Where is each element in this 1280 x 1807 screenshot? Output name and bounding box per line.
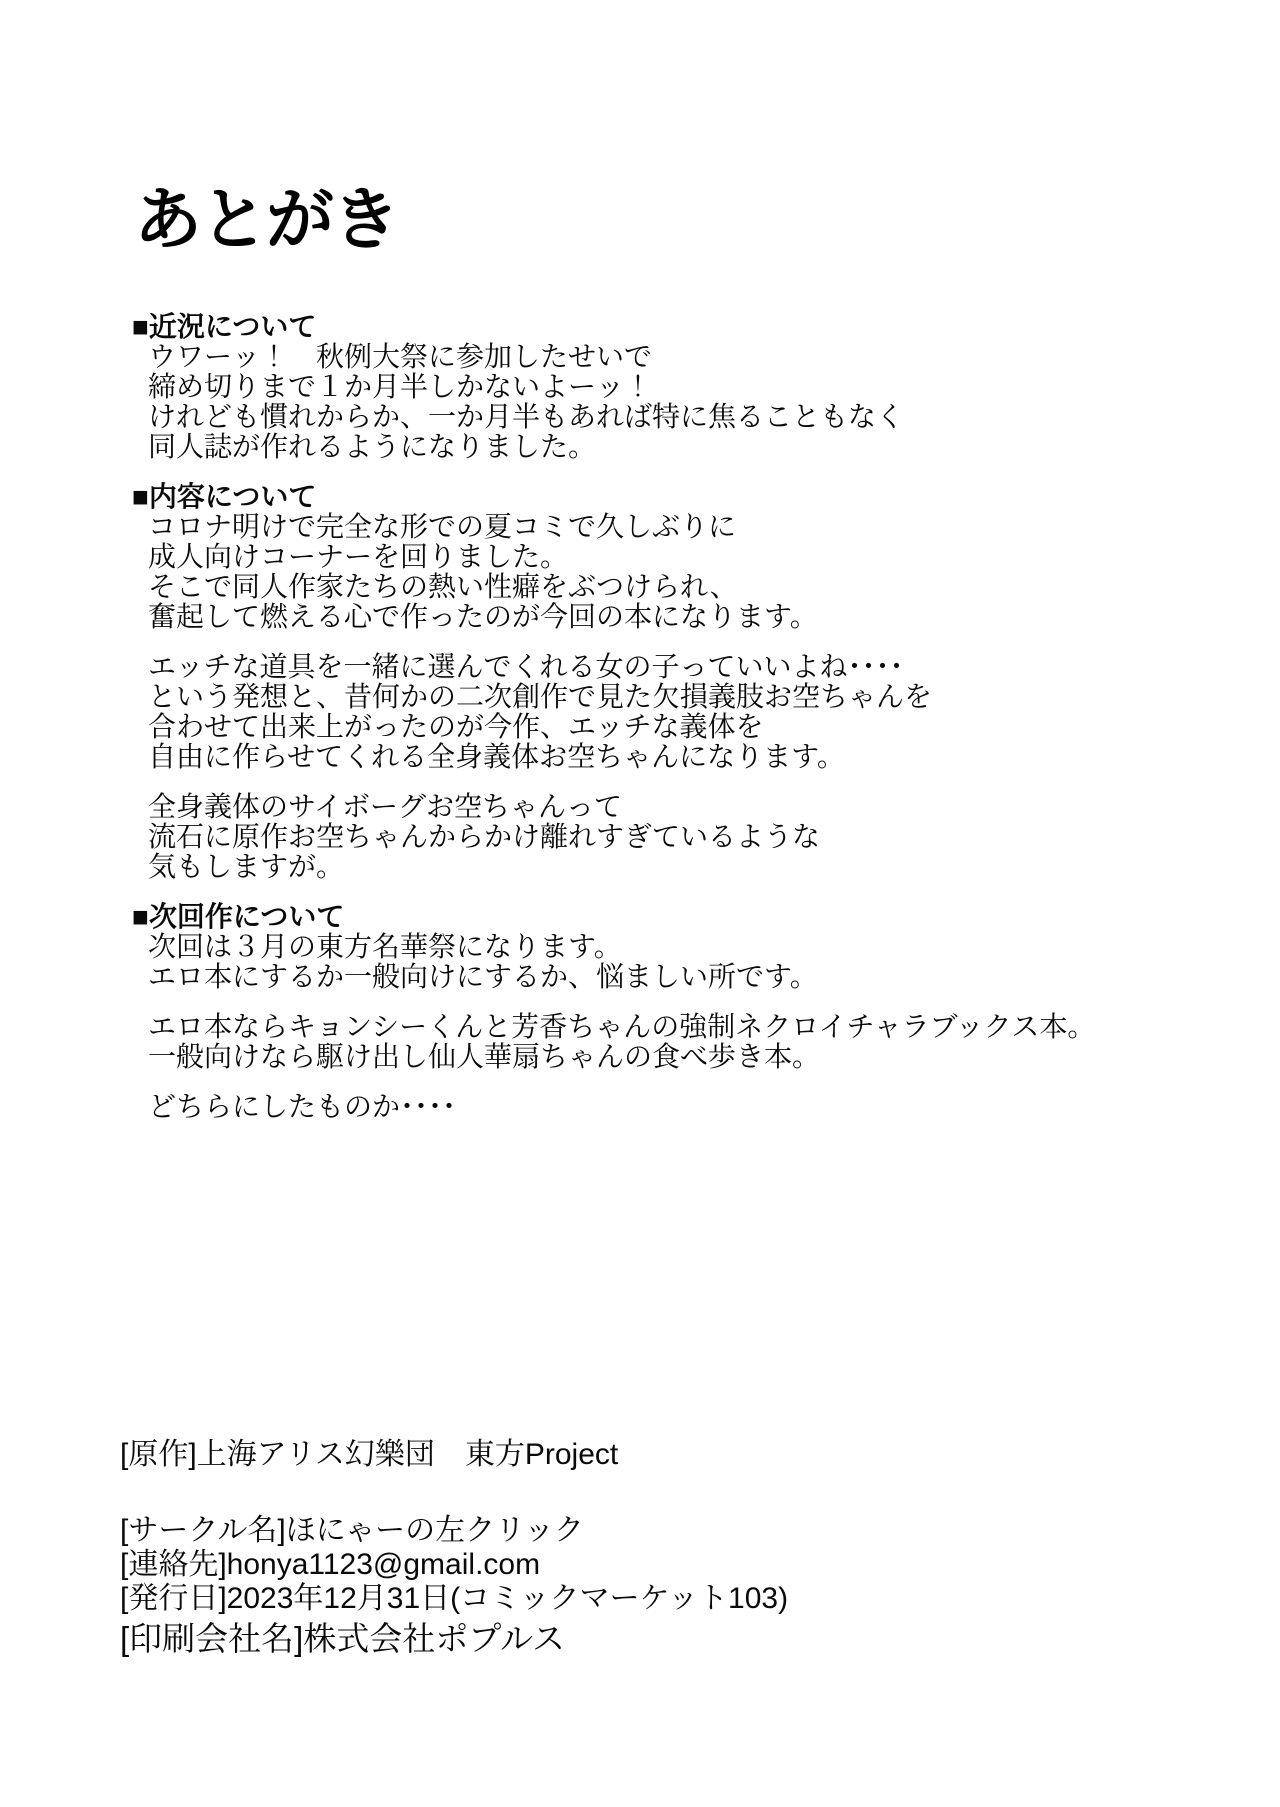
paragraph: [132, 1092, 1212, 1122]
section-contents: [132, 482, 1212, 882]
paragraph: [132, 342, 1212, 462]
section-next-work: [132, 902, 1212, 1122]
body-line: 合わせて出来上がったのが今作、エッチな義体を: [148, 711, 764, 742]
section-heading: ■内容について: [132, 481, 317, 512]
body-line: 全身義体のサイボーグお空ちゃんって: [148, 791, 623, 822]
body-line: エッチな道具を一緒に選んでくれる女の子っていいよね････: [148, 651, 904, 682]
paragraph: [132, 932, 1212, 992]
paragraph: [132, 792, 1212, 882]
page-title: あとがき: [134, 181, 399, 258]
paragraph: [132, 652, 1212, 772]
body-line: どちらにしたものか････: [148, 1091, 457, 1122]
section-heading: ■近況について: [132, 311, 317, 342]
body-line: エロ本にするか一般向けにするか、悩ましい所です。: [148, 961, 818, 992]
body-line: 奮起して燃える心で作ったのが今回の本になります。: [148, 601, 818, 632]
body-line: 成人向けコーナーを回りました。: [148, 541, 569, 572]
colophon-contact-email: [連絡先]honya1123@gmail.com: [120, 1548, 541, 1581]
body-line: エロ本ならキョンシーくんと芳香ちゃんの強制ネクロイチャラブックス本。: [148, 1011, 1096, 1042]
colophon-circle-name: [サークル名]ほにゃーの左クリック: [120, 1514, 584, 1547]
body-line: 気もしますが。: [148, 851, 345, 882]
colophon: [120, 1438, 1200, 1658]
section-heading: ■次回作について: [132, 901, 345, 932]
body-line: 一般向けなら駆け出し仙人華扇ちゃんの食べ歩き本。: [148, 1041, 821, 1072]
body-line: 自由に作らせてくれる全身義体お空ちゃんになります。: [148, 741, 845, 772]
body-line: 流石に原作お空ちゃんからかけ離れすぎているような: [148, 821, 821, 852]
colophon-original-work: [原作]上海アリス幻樂団 東方Project: [120, 1438, 619, 1471]
body-line: コロナ明けで完全な形での夏コミで久しぶりに: [148, 511, 737, 542]
afterword-body: [132, 312, 1212, 1142]
colophon-printer: [印刷会社名]株式会社ポプルス: [120, 1620, 566, 1657]
body-line: 締め切りまで１か月半しかないよーッ！: [148, 371, 653, 402]
body-line: 同人誌が作れるようになりました。: [148, 431, 597, 462]
colophon-publication-date: [発行日]2023年12月31日(コミックマーケット103): [120, 1582, 789, 1615]
body-line: という発想と、昔何かの二次創作で見た欠損義肢お空ちゃんを: [148, 681, 933, 712]
body-line: そこで同人作家たちの熱い性癖をぶつけられ、: [148, 571, 738, 602]
body-line: ウワーッ！ 秋例大祭に参加したせいで: [148, 341, 653, 372]
section-recent-status: [132, 312, 1212, 462]
body-line: 次回は３月の東方名華祭になります。: [148, 931, 622, 962]
body-line: けれども慣れからか、一か月半もあれば特に焦ることもなく: [148, 401, 905, 432]
paragraph: [132, 512, 1212, 632]
paragraph: [132, 1012, 1212, 1072]
